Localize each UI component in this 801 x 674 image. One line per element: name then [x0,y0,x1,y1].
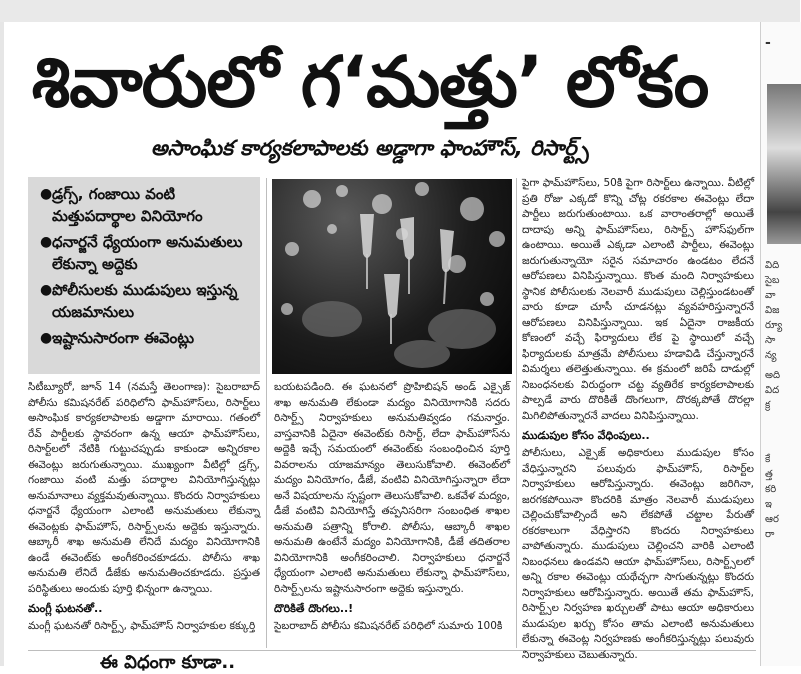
strip-line: త్త [765,469,773,480]
bullet-icon: ● [40,330,53,346]
highlight-item [40,231,252,275]
column-1 [28,380,260,644]
strip-line: క్ర [765,400,771,411]
article-paragraph: మంగ్లీ ఘటనతో రిసార్ట్స్, ఫామ్‌హౌస్ నిర్వాహకుల కక్కుర్తి [28,620,256,632]
strip-line: కరి [765,484,777,495]
strip-line: వా [765,290,776,301]
column-rule [266,178,267,648]
highlight-text: ఇష్టానుసారంగా ఈవెంట్లు [52,329,195,347]
highlights-box [28,177,260,374]
strip-line: ఆర [765,514,779,525]
article-paragraph: సిటీబ్యూరో, జూన్ 14 (నమస్తే తెలంగాణ): సైబరాబాద్ పోలీసు కమిషనరేట్ పరిధిలోని ఫామ్‌హౌస్‌లు, రిసార్ట్‌లు అసాంఘిక కార్యకలాపాలకు అడ్డాగా మారాయి. గతంలో రేవ్ పార్టీలకు స్థావరంగా ఉన్న ఆయా ఫామ్‌హౌస్‌లు, రిసార్ట్‌లలో నేటికి గుట్టుచప్పుడు కాకుండా అన్నిరకాల ఈవెంట్లు జరుగుతున్నాయి. ముఖ్యంగా వీటిల్లో డ్రగ్స్, గంజాయి వంటి మత్తు పదార్థాల వినియోగిస్తున్నట్లు అనుమానాలు వ్యక్తమవుతున్నాయి. కొందరు నిర్వాహకులు ధనార్జనే ధ్యేయంగా ఎలాంటి అనుమతులు లేకున్నా ఈవెంట్లకు ఫామ్‌హౌస్, రిసార్ట్స్‌లను అద్దెకు ఇస్తున్నారు. ఆబ్కారీ శాఖ అనుమతి లేనిదే మద్యం వినియోగానికి ఉండే ఈవెంట్‌కు అంగీకరించకూడదు. పోలీసు శాఖ అనుమతి లేనిదే డీజేకు అనుమతించకూడదు. ప్రస్తుత పరిస్థితులు అందుకు పూర్తి భిన్నంగా ఉన్నాయి. [28,381,260,595]
photo-illustration [272,179,512,374]
strip-line: ర్యూ [765,320,783,331]
strip-line: సా [765,335,776,346]
strip-line: రా [765,529,775,540]
bullet-icon: ● [40,282,53,298]
next-article-headline-fragment: ఈ విధంగా కూడా.. [100,652,236,673]
top-bar [0,0,800,22]
column-3 [522,176,754,661]
bullet-icon: ● [40,234,53,250]
column-2 [274,380,510,644]
strip-line: న్య [765,350,777,361]
article-paragraph: సైబరాబాద్ పోలీసు కమిషనరేట్ పరిధిలో సుమారు 100కి [274,620,503,632]
bullet-icon: ● [40,186,53,202]
highlight-text: ధనార్జనే ధ్యేయంగా అనుమతులు లేకున్నా అద్దెకు [52,233,243,273]
subheadline: అసాంఘిక కార్యకలాపాలకు అడ్డాగా ఫాంహౌస్, రిసార్ట్స్ [150,136,590,160]
strip-line: ఇ [765,499,772,510]
strip-line: అది [765,370,781,381]
strip-photo [767,84,801,244]
article-paragraph: పైగా ఫామ్‌హౌస్‌లు, 50కి పైగా రిసార్ట్‌లు ఉన్నాయి. వీటిల్లో ప్రతి రోజు ఎక్కడో కొన్ని చోట్ల రకరకాల ఈవెంట్లు లేదా పార్టీలు జరుగుతుంటాయి. ఒక వారాంతరాల్లో అయితే దాదాపు అన్ని ఫామ్‌హౌస్‌లు, రిసార్ట్స్ హౌస్‌ఫుల్‌గా ఉంటాయి. అయితే ఎక్కడా ఎలాంటి పార్టీలు, ఈవెంట్లు జరుగుతున్నాయో సరైన సమాచారం ఉండటం లేదనే ఆరోపణలు వినిపిస్తున్నాయి. కొంత మంది నిర్వాహకులు స్థానిక పోలీసులకు నెలవారీ ముడుపులు చెల్లిస్తుండటంతో వారు కూడా చూసీ చూడనట్లు వ్యవహరిస్తున్నారనే ఆరోపణలు వినిపిస్తున్నాయి. ఇక ఏదైనా రాజకీయ కోణంలో వచ్చే ఫిర్యాదులు లేక పై స్థాయిలో వచ్చే ఫిర్యాదులకు మాత్రమే పోలీసులు హడావిడి చేస్తున్నారనే విమర్శలు తలెత్తుతున్నాయి. ఈ క్రమంలో జరిపే దాడుల్లో నిబంధనలకు విరుద్ధంగా చట్ట వ్యతిరేక కార్యకలాపాలకు పాల్పడే వారు దొరికితే దొంగలుగా, దొరక్కపోతే దొరల్లా మిగిలిపోతున్నారనే వాదలు వినిపిస్తున్నాయి. [522,177,754,422]
section-subheading: మంగ్లీ ఘటనతో.. [28,602,103,615]
headline: శివారులో గ‘మత్తు’ లోకం [31,41,709,123]
highlight-text: పోలీసులకు ముడుపులు ఇస్తున్న యజమానులు [52,281,238,321]
strip-headline-fragment: - [765,35,771,51]
adjacent-article-strip [760,22,801,666]
article-paragraph: బయటపడింది. ఈ ఘటనలో ప్రొహిబిషన్ అండ్ ఎక్సైజ్ శాఖ అనుమతి లేకుండా మద్యం వినియోగానికి సదరు రిసార్ట్స్ నిర్వాహకులు అనుమతివ్వడం గమనార్హం. వాస్తవానికి ఏదైనా ఈవెంట్‌కు రిసార్ట్, లేదా ఫామ్‌హౌస్‌ను అద్దెకి ఇచ్చే సమయంలో ఈవెంట్‌కు సంబంధించిన పూర్తి వివరాలను యాజమాన్యం తెలుసుకోవాలి. ఈవెంట్‌లో మద్యం వినియోగం, డీజే, వంటివి వినియోగిస్తున్నారా లేదా అనే విషయాలను స్పష్టంగా తెలుసుకోవాలి. ఒకవేళ మద్యం, డీజే వంటివి వినియోగిస్తే తప్పనిసరిగా సంబంధిత శాఖల అనుమతి పత్రాన్ని కోరాలి. పోలీసు, ఆబ్కారీ శాఖల అనుమతి ఉంటేనే మద్యం వినియోగానికి, డీజే తదితరాల వినియోగానికి అంగీకరించాలి. నిర్వాహకులు ధనార్జనే ధ్యేయంగా ఎలాంటి అనుమతులు లేకున్నా ఫామ్‌హౌస్‌లు, రిసార్ట్స్‌లను ఇష్టానుసారంగా అద్దెకు ఇస్తున్నారు. [274,381,510,595]
highlight-item [40,327,252,349]
champagne-toast-photo [272,179,512,374]
strip-line: కే [765,454,771,465]
article-paragraph: పోలీసులు, ఎక్సైజ్ అధికారులు ముడుపుల కోసం వేధిస్తున్నారని పలువురు ఫామ్‌హౌస్, రిసార్ట్‌ల నిర్వాహకులు ఆరోపిస్తున్నారు. ఈవెంట్లు జరిగినా, జరగకపోయినా కొందరికి మాత్రం నెలవారీ ముడుపులు చెల్లించుకోవాల్సిందే అని లేకపోతే చట్టాల పేరుతో రకరకాలుగా వేధిస్తారని కొందరు నిర్వాహకులు వాపోతున్నారు. ముడుపులు చెల్లించని వారికి ఎలాంటి నిబంధనలు ఉండవని ఆయా ఫామ్‌హౌస్‌లు, రిసార్ట్స్‌లలో అన్ని రకాల ఈవెంట్లు యథేచ్ఛగా సాగుతున్నట్లు కొందరు నిర్వాహకులు ఆరోపిస్తున్నారు. అయితే తమ ఫామ్‌హౌస్, రిసార్ట్స్‌ల నిర్వహణ ఖర్చులతో పాటు ఆయా అధికారులు ముడుపుల ఖర్చు కోసం తామ ఎలాంటి అనుమతులు లేకున్నా ఈవెంట్ల నిర్వహణకు అంగీకరిస్తున్నట్లు పలువురు నిర్వాహకులు చెబుతున్నారు. [522,447,754,661]
section-subheading: దొరికితే దొంగలు..! [274,602,354,615]
column-rule [516,178,517,648]
strip-line: సైబ [765,275,780,286]
strip-line: విది [765,260,780,271]
strip-line: విద [765,385,780,396]
section-subheading: ముడుపుల కోసం వేధింపులు.. [522,429,650,442]
highlight-item [40,279,252,323]
highlight-item [40,183,252,227]
highlight-text: డ్రగ్స్, గంజాయి వంటి మత్తుపదార్థాల వినియోగం [52,185,203,225]
strip-line: విజ [765,305,780,316]
